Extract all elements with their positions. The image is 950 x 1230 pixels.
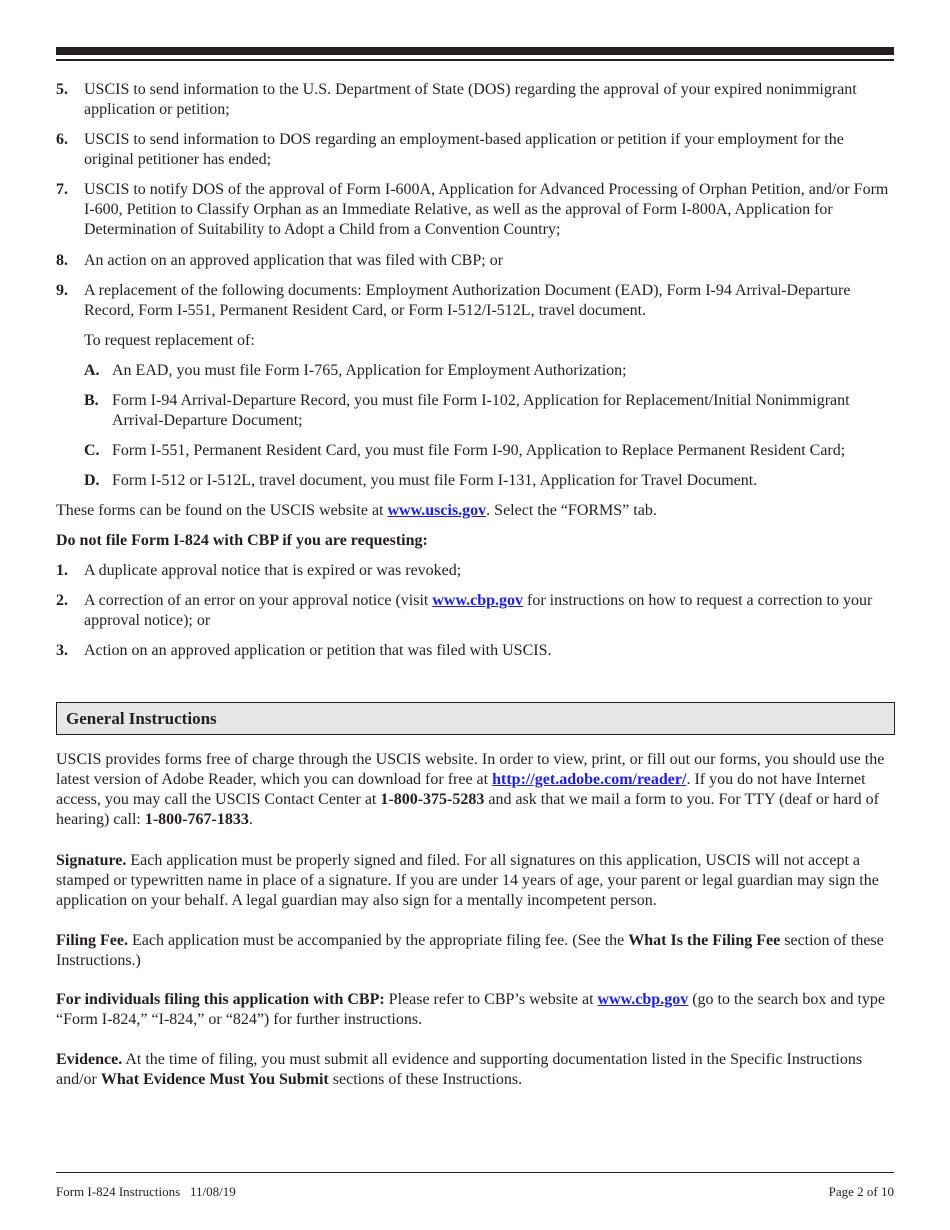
list-item xyxy=(56,251,896,271)
item-number: 6. xyxy=(56,131,68,148)
forms-note-text: These forms can be found on the USCIS website at xyxy=(56,502,388,519)
list-item xyxy=(56,130,896,170)
signature-label: Signature. xyxy=(56,852,127,869)
text: section of these Instructions.) xyxy=(56,932,884,969)
adobe-reader-link[interactable]: http://get.adobe.com/reader/ xyxy=(492,771,687,788)
cbp-link[interactable]: www.cbp.gov xyxy=(432,592,524,609)
text: . xyxy=(248,811,253,828)
item-text: USCIS to send information to the U.S. Department of State (DOS) regarding the approval of your expired nonimmigrant application or petition; xyxy=(84,81,857,118)
sub-item-letter: B. xyxy=(84,392,99,409)
section-title: General Instructions xyxy=(66,709,217,728)
forms-note-text-end: . Select the “FORMS” tab. xyxy=(486,502,657,519)
sub-list-item xyxy=(84,441,896,461)
filing-fee-label: Filing Fee. xyxy=(56,932,128,949)
list-item xyxy=(56,180,896,240)
sub-item-text: An EAD, you must file Form I-765, Application for Employment Authorization; xyxy=(112,362,627,379)
sub-list-item xyxy=(84,471,896,491)
item-number: 1. xyxy=(56,562,68,579)
text: USCIS provides forms free of charge through the USCIS website. In order to view, print, or fill out our forms, you should use the latest version of Adobe Reader, which you can download for free at xyxy=(56,751,885,788)
list-item xyxy=(56,80,896,120)
sub-list-item xyxy=(84,391,896,431)
item-number: 3. xyxy=(56,642,68,659)
header-rule-thin xyxy=(56,59,894,61)
text: At the time of filing, you must submit all evidence and supporting documentation listed in the Specific Instructions and/or xyxy=(56,1051,863,1088)
item-text-part: A correction of an error on your approval notice (visit xyxy=(84,592,433,609)
tty-phone: 1-800-767-1833 xyxy=(144,811,249,828)
item-text: Action on an approved application or petition that was filed with USCIS. xyxy=(84,642,552,659)
evidence-paragraph xyxy=(56,1050,896,1090)
footer-rule xyxy=(56,1172,894,1173)
cbp-label: For individuals filing this application with CBP: xyxy=(56,991,385,1008)
general-paragraph xyxy=(56,750,896,830)
sub-item-text: Form I-512 or I-512L, travel document, you must file Form I-131, Application for Travel Document. xyxy=(112,472,758,489)
item-text: USCIS to send information to DOS regarding an employment-based application or petition if your employment for the original petitioner has ended; xyxy=(84,131,844,168)
item-number: 7. xyxy=(56,181,68,198)
footer-page-number: Page 2 of 10 xyxy=(828,1184,894,1199)
text: and ask that we mail a form to you. For TTY (deaf or hard of hearing) call: xyxy=(56,791,879,828)
item-number: 8. xyxy=(56,252,68,269)
uscis-link[interactable]: www.uscis.gov xyxy=(387,502,487,519)
evidence-label: Evidence. xyxy=(56,1051,123,1068)
item-text: An action on an approved application that was filed with CBP; or xyxy=(84,252,504,269)
item-text-part: for instructions on how to request a correction to your approval notice); or xyxy=(84,592,873,629)
signature-paragraph xyxy=(56,851,896,911)
cbp-paragraph xyxy=(56,990,896,1030)
signature-text: Each application must be properly signed and filed. For all signatures on this application, USCIS will not accept a stamped or typewritten name in place of a signature. If you are under 14 years of age, your parent or legal guardian may sign the application on your behalf. A legal guardian may also sign for a mentally incompetent person. xyxy=(56,852,879,909)
cbp-link[interactable]: www.cbp.gov xyxy=(597,991,689,1008)
sub-item-text: Form I-551, Permanent Resident Card, you must file Form I-90, Application to Replace Permanent Resident Card; xyxy=(112,442,846,459)
item-text: USCIS to notify DOS of the approval of Form I-600A, Application for Advanced Processing of Orphan Petition, and/or Form I-600, Petition to Classify Orphan as an Immediate Relative, as well as the approval of Form I-800A, Application for Determination of Suitability to Adopt a Child from a Convention Country; xyxy=(84,181,889,238)
text: . If you do not have Internet access, you may call the USCIS Contact Center at xyxy=(56,771,866,808)
text: Please refer to CBP’s website at xyxy=(384,991,598,1008)
sub-item-text: Form I-94 Arrival-Departure Record, you must file Form I-102, Application for Replacement/Initial Nonimmigrant Arrival-Departure Document; xyxy=(112,392,850,429)
header-rule-thick xyxy=(56,47,894,55)
text: Each application must be accompanied by the appropriate filing fee. (See the xyxy=(127,932,629,949)
text: sections of these Instructions. xyxy=(328,1071,523,1088)
item-number: 9. xyxy=(56,282,68,299)
list-item xyxy=(56,281,896,321)
general-instructions-header xyxy=(56,702,895,735)
filing-fee-section-ref: What Is the Filing Fee xyxy=(628,932,781,949)
sub-list-item xyxy=(84,361,896,381)
forms-note xyxy=(56,501,896,521)
item-number: 5. xyxy=(56,81,68,98)
footer-form-id: Form I-824 Instructions 11/08/19 xyxy=(56,1184,236,1199)
list-item xyxy=(56,591,896,631)
filing-fee-paragraph xyxy=(56,931,896,971)
item-text xyxy=(84,591,896,631)
do-not-file-heading: Do not file Form I-824 with CBP if you are requesting: xyxy=(56,532,428,549)
sub-item-letter: D. xyxy=(84,472,100,489)
item-number: 2. xyxy=(56,592,68,609)
list-item xyxy=(56,561,896,581)
sub-item-letter: A. xyxy=(84,362,100,379)
replacement-intro: To request replacement of: xyxy=(84,332,255,349)
evidence-section-ref: What Evidence Must You Submit xyxy=(100,1071,329,1088)
text: (go to the search box and type “Form I-824,” “I-824,” or “824”) for further instructions. xyxy=(56,991,886,1028)
contact-center-phone: 1-800-375-5283 xyxy=(380,791,485,808)
sub-item-letter: C. xyxy=(84,442,100,459)
item-text: A replacement of the following documents: Employment Authorization Document (EAD), Form I-94 Arrival-Departure Record, Form I-551, Permanent Resident Card, or Form I-512/I-512L, travel document. xyxy=(84,282,851,319)
list-item xyxy=(56,641,896,661)
item-text: A duplicate approval notice that is expired or was revoked; xyxy=(84,562,462,579)
